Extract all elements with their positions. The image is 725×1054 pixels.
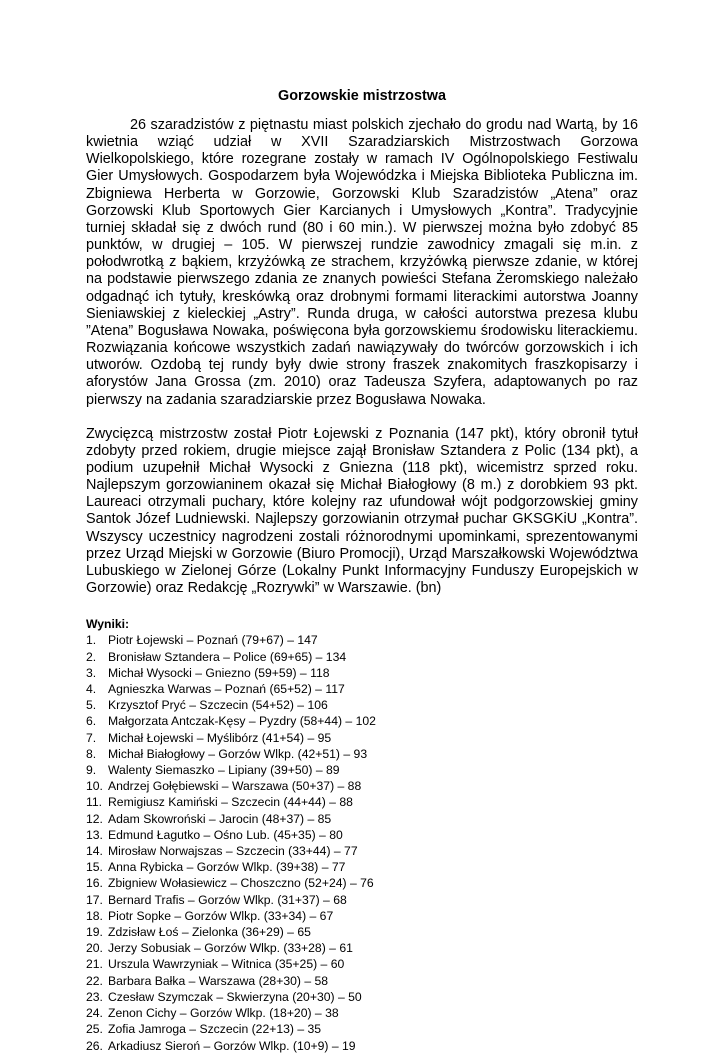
result-entry: Zdzisław Łoś – Zielonka (36+29) – 65 (108, 925, 311, 940)
paragraph-spacer (86, 409, 638, 426)
result-rank: 10. (86, 779, 103, 794)
results-heading: Wyniki: (86, 617, 130, 632)
result-rank: 23. (86, 989, 103, 1004)
result-rank: 26. (86, 1038, 103, 1053)
result-row (86, 924, 638, 940)
result-entry: Michał Łojewski – Myślibórz (41+54) – 95 (108, 730, 332, 745)
result-row (86, 794, 638, 810)
result-rank: 15. (86, 860, 103, 875)
result-rank: 11. (86, 795, 103, 810)
result-entry: Edmund Łagutko – Ośno Lub. (45+35) – 80 (108, 827, 343, 842)
result-row (86, 811, 638, 827)
result-row (86, 746, 638, 762)
result-row (86, 697, 638, 713)
result-row (86, 859, 638, 875)
result-rank: 12. (86, 811, 103, 826)
result-rank: 9. (86, 763, 97, 778)
result-row (86, 956, 638, 972)
result-row (86, 713, 638, 729)
result-row (86, 665, 638, 681)
result-row (86, 940, 638, 956)
result-rank: 13. (86, 827, 103, 842)
result-entry: Zbigniew Wołasiewicz – Choszczno (52+24) – 76 (108, 876, 374, 891)
result-entry: Małgorzata Antczak-Kęsy – Pyzdry (58+44) – 102 (108, 714, 376, 729)
result-entry: Walenty Siemaszko – Lipiany (39+50) – 89 (108, 763, 340, 778)
result-rank: 6. (86, 714, 97, 729)
result-entry: Zenon Cichy – Gorzów Wlkp. (18+20) – 38 (108, 1006, 339, 1021)
result-rank: 24. (86, 1006, 103, 1021)
result-entry: Andrzej Gołębiewski – Warszawa (50+37) – 88 (108, 779, 362, 794)
result-rank: 14. (86, 844, 103, 859)
result-row (86, 827, 638, 843)
result-rank: 7. (86, 730, 97, 745)
result-rank: 21. (86, 957, 103, 972)
result-entry: Mirosław Norwajszas – Szczecin (33+44) – 77 (108, 844, 358, 859)
result-rank: 18. (86, 908, 103, 923)
result-row (86, 875, 638, 891)
result-rank: 16. (86, 876, 103, 891)
result-entry: Piotr Sopke – Gorzów Wlkp. (33+34) – 67 (108, 908, 334, 923)
result-rank: 17. (86, 892, 103, 907)
result-entry: Bronisław Sztandera – Police (69+65) – 134 (108, 649, 347, 664)
result-entry: Czesław Szymczak – Skwierzyna (20+30) – 50 (108, 989, 362, 1004)
result-row (86, 1005, 638, 1021)
result-entry: Bernard Trafis – Gorzów Wlkp. (31+37) – 68 (108, 892, 347, 907)
result-entry: Michał Wysocki – Gniezno (59+59) – 118 (108, 665, 330, 680)
result-row (86, 843, 638, 859)
result-rank: 4. (86, 682, 97, 697)
result-entry: Barbara Bałka – Warszawa (28+30) – 58 (108, 973, 329, 988)
result-row (86, 973, 638, 989)
result-row (86, 649, 638, 665)
result-row (86, 632, 638, 648)
result-row (86, 892, 638, 908)
result-row (86, 778, 638, 794)
result-entry: Urszula Wawrzyniak – Witnica (35+25) – 60 (108, 957, 345, 972)
result-row (86, 730, 638, 746)
result-rank: 22. (86, 973, 103, 988)
result-entry: Michał Białogłowy – Gorzów Wlkp. (42+51) – 93 (108, 746, 368, 761)
result-rank: 2. (86, 649, 97, 664)
paragraph-intro: 26 szaradzistów z piętnastu miast polskich zjechało do grodu nad Wartą, by 16 kwietnia wziąć udział w XVII Szaradziarskich Mistrzostwach Gorzowa Wielkopolskiego, które rozegrane zostały w ramach IV Ogólnopolskiego Festiwalu Gier Umysłowych. Gospodarzem była Wojewódzka i Miejska Biblioteka Publiczna im. Zbigniewa Herberta w Gorzowie, Gorzowski Klub Szaradzistów „Atena” oraz Gorzowski Klub Sportowych Gier Karcianych i Umysłowych „Kontra”. Tradycyjnie turniej składał się z dwóch rund (80 i 60 min.). W pierwszej można było zdobyć 85 punktów, w drugiej – 105. W pierwszej rundzie zawodnicy zmagali się m.in. z połodwrotką z bąkiem, krzyżówką ze strachem, krzyżówką pierwsze zdanie, w której na podstawie pierwszego zdania ze znanych powieści Stefana Żeromskiego należało odgadnąć ich tytuły, kreskówką oraz drobnymi formami literackimi autorstwa Joanny Sieniawskiej z kieleckiej „Astry”. Runda druga, w całości autorstwa prezesa klubu ”Atena” Bogusława Nowaka, poświęcona była gorzowskiemu środowisku literackiemu. Rozwiązania końcowe wszystkich zadań nawiązywały do twórców gorzowskich i ich utworów. Ozdobą tej rundy były dwie strony fraszek znakomitych fraszkopisarzy i aforystów Jana Grossa (zm. 2010) oraz Tadeusza Szyfera, adaptowanych po raz pierwszy na zadania szaradziarskie przez Bogusława Nowaka. (86, 117, 638, 408)
result-rank: 20. (86, 941, 103, 956)
result-entry: Krzysztof Pryć – Szczecin (54+52) – 106 (108, 698, 328, 713)
result-row (86, 989, 638, 1005)
document-page (86, 88, 638, 1054)
result-row (86, 1038, 638, 1054)
result-rank: 19. (86, 925, 103, 940)
result-entry: Adam Skowroński – Jarocin (48+37) – 85 (108, 811, 332, 826)
result-entry: Jerzy Sobusiak – Gorzów Wlkp. (33+28) – 61 (108, 941, 353, 956)
result-entry: Anna Rybicka – Gorzów Wlkp. (39+38) – 77 (108, 860, 346, 875)
result-entry: Agnieszka Warwas – Poznań (65+52) – 117 (108, 682, 345, 697)
paragraph-results-summary: Zwycięzcą mistrzostw został Piotr Łojewski z Poznania (147 pkt), który obronił tytuł zdobyty przed rokiem, drugie miejsce zajął Bronisław Sztandera z Polic (134 pkt), a podium uzupełnił Michał Wysocki z Gniezna (118 pkt), wicemistrz sprzed roku. Najlepszym gorzowianinem okazał się Michał Białogłowy (8 m.) z dorobkiem 93 pkt. Laureaci otrzymali puchary, które kolejny raz ufundował wójt podgorzowskiej gminy Santok Józef Ludniewski. Najlepszy gorzowianin otrzymał puchar GKSGKiU „Kontra”. Wszyscy uczestnicy nagrodzeni zostali różnorodnymi upominkami, sprezentowanymi przez Urząd Miejski w Gorzowie (Biuro Promocji), Urząd Marszałkowski Województwa Lubuskiego w Zielonej Górze (Lokalny Punkt Informacyjny Funduszy Europejskich w Gorzowie) oraz Redakcję „Rozrywki” w Warszawie. (bn) (86, 425, 638, 597)
result-rank: 5. (86, 698, 97, 713)
document-title: Gorzowskie mistrzostwa (278, 88, 446, 104)
result-rank: 8. (86, 746, 97, 761)
result-entry: Arkadiusz Sieroń – Gorzów Wlkp. (10+9) – 19 (108, 1038, 356, 1053)
result-row (86, 908, 638, 924)
result-entry: Piotr Łojewski – Poznań (79+67) – 147 (108, 633, 318, 648)
result-rank: 3. (86, 665, 97, 680)
results-list (86, 632, 638, 1053)
result-entry: Zofia Jamroga – Szczecin (22+13) – 35 (108, 1022, 322, 1037)
result-rank: 25. (86, 1022, 103, 1037)
section-spacer (86, 597, 638, 616)
result-rank: 1. (86, 633, 97, 648)
result-row (86, 681, 638, 697)
result-row (86, 762, 638, 778)
result-entry: Remigiusz Kamiński – Szczecin (44+44) – 88 (108, 795, 353, 810)
